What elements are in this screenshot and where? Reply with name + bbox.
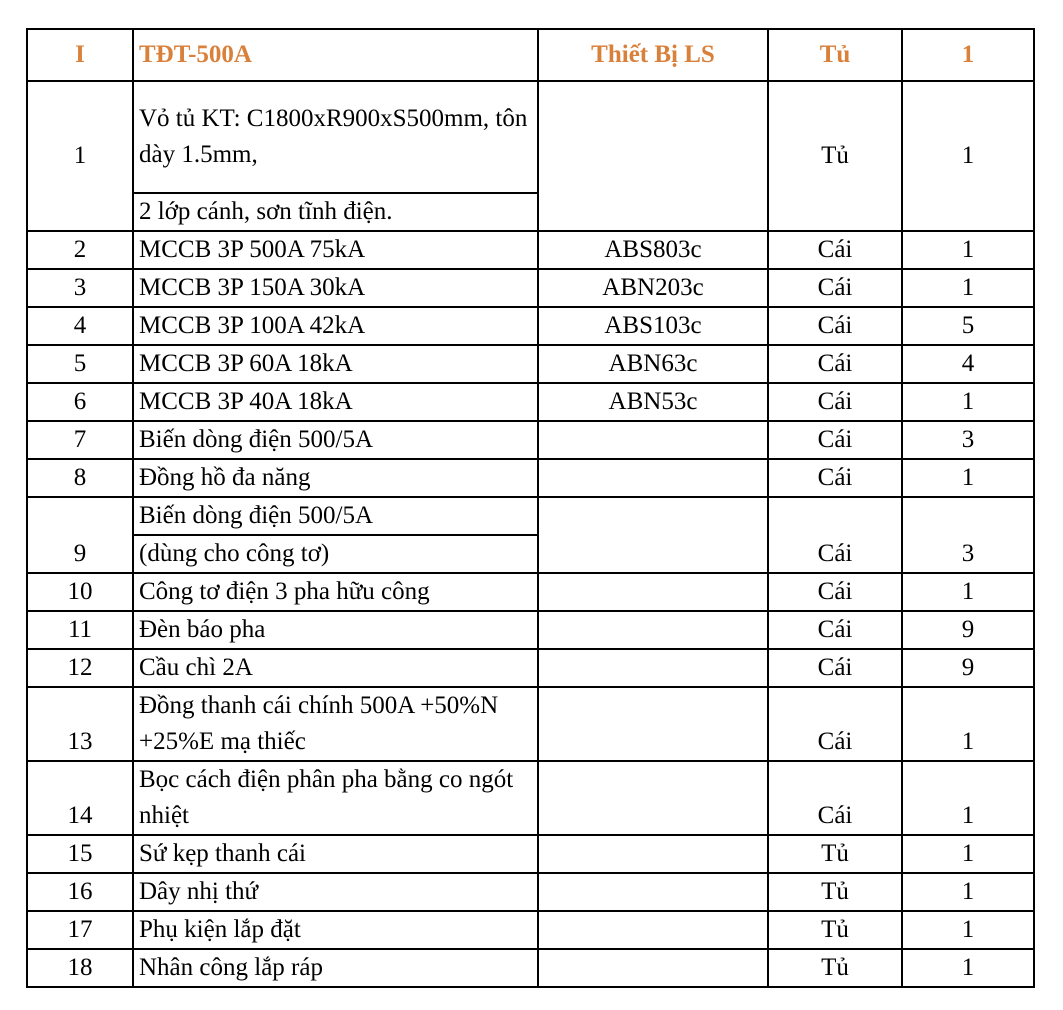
- row-unit: Cái: [768, 307, 902, 345]
- row-description: MCCB 3P 100A 42kA: [133, 307, 538, 345]
- row-model: [538, 687, 768, 761]
- row-number: 6: [27, 383, 133, 421]
- row-description: Công tơ điện 3 pha hữu công: [133, 573, 538, 611]
- table-row: [27, 649, 1034, 687]
- row-model: [538, 497, 768, 573]
- row-quantity: 1: [902, 383, 1034, 421]
- row-model: [538, 81, 768, 231]
- row-description: Đồng hồ đa năng: [133, 459, 538, 497]
- row-quantity: 1: [902, 911, 1034, 949]
- row-number: 17: [27, 911, 133, 949]
- row-number: 4: [27, 307, 133, 345]
- table-row: [27, 911, 1034, 949]
- table-row: [27, 573, 1034, 611]
- table-row: [27, 383, 1034, 421]
- table-row: [27, 949, 1034, 987]
- row-description: Biến dòng điện 500/5A: [133, 421, 538, 459]
- row-quantity: 1: [902, 573, 1034, 611]
- row-number: 16: [27, 873, 133, 911]
- row-quantity: 1: [902, 459, 1034, 497]
- row-model: ABN53c: [538, 383, 768, 421]
- table-row: [27, 611, 1034, 649]
- header-quantity: 1: [902, 29, 1034, 81]
- row-number: 8: [27, 459, 133, 497]
- row-unit: Cái: [768, 611, 902, 649]
- row-quantity: 1: [902, 231, 1034, 269]
- row-unit: Tủ: [768, 911, 902, 949]
- row-model: ABS803c: [538, 231, 768, 269]
- row-unit: Cái: [768, 231, 902, 269]
- row-unit: Tủ: [768, 81, 902, 231]
- table-row: [27, 835, 1034, 873]
- row-unit: Cái: [768, 345, 902, 383]
- row-quantity: 1: [902, 687, 1034, 761]
- row-description-continued: (dùng cho công tơ): [133, 535, 538, 573]
- row-number: 5: [27, 345, 133, 383]
- row-description: MCCB 3P 60A 18kA: [133, 345, 538, 383]
- row-unit: Tủ: [768, 949, 902, 987]
- row-quantity: 3: [902, 497, 1034, 573]
- header-index: I: [27, 29, 133, 81]
- table-row: [27, 421, 1034, 459]
- row-description: MCCB 3P 500A 75kA: [133, 231, 538, 269]
- row-unit: Cái: [768, 649, 902, 687]
- row-number: 9: [27, 497, 133, 573]
- row-model: ABN63c: [538, 345, 768, 383]
- row-unit: Cái: [768, 761, 902, 835]
- row-description: Đèn báo pha: [133, 611, 538, 649]
- row-model: ABS103c: [538, 307, 768, 345]
- row-model: [538, 761, 768, 835]
- row-quantity: 1: [902, 949, 1034, 987]
- row-quantity: 9: [902, 611, 1034, 649]
- row-unit: Cái: [768, 383, 902, 421]
- row-number: 11: [27, 611, 133, 649]
- row-number: 13: [27, 687, 133, 761]
- table-row: [27, 231, 1034, 269]
- table-row: [27, 459, 1034, 497]
- row-description: MCCB 3P 150A 30kA: [133, 269, 538, 307]
- table-row: [27, 269, 1034, 307]
- header-unit: Tủ: [768, 29, 902, 81]
- row-number: 7: [27, 421, 133, 459]
- row-description: Bọc cách điện phân pha bằng co ngót nhiệt: [133, 761, 538, 835]
- row-model: [538, 949, 768, 987]
- row-unit: Tủ: [768, 873, 902, 911]
- row-model: [538, 649, 768, 687]
- row-description: Nhân công lắp ráp: [133, 949, 538, 987]
- row-quantity: 1: [902, 835, 1034, 873]
- row-quantity: 1: [902, 81, 1034, 231]
- row-model: [538, 835, 768, 873]
- row-unit: Cái: [768, 421, 902, 459]
- row-number: 15: [27, 835, 133, 873]
- row-unit: Tủ: [768, 835, 902, 873]
- row-quantity: 9: [902, 649, 1034, 687]
- row-number: 10: [27, 573, 133, 611]
- table-row: [27, 761, 1034, 835]
- row-quantity: 1: [902, 269, 1034, 307]
- row-description: Phụ kiện lắp đặt: [133, 911, 538, 949]
- row-unit: Cái: [768, 497, 902, 573]
- row-model: [538, 911, 768, 949]
- row-model: ABN203c: [538, 269, 768, 307]
- row-quantity: 1: [902, 761, 1034, 835]
- row-unit: Cái: [768, 687, 902, 761]
- row-number: 1: [27, 81, 133, 231]
- row-number: 2: [27, 231, 133, 269]
- row-model: [538, 421, 768, 459]
- header-row: [27, 29, 1034, 81]
- table-row: [27, 345, 1034, 383]
- row-unit: Cái: [768, 573, 902, 611]
- row-model: [538, 611, 768, 649]
- table-row: [27, 497, 1034, 535]
- row-number: 14: [27, 761, 133, 835]
- equipment-table: [26, 28, 1035, 988]
- row-description: Đồng thanh cái chính 500A +50%N +25%E mạ thiếc: [133, 687, 538, 761]
- row-quantity: 1: [902, 873, 1034, 911]
- row-description: Cầu chì 2A: [133, 649, 538, 687]
- table-row: [27, 873, 1034, 911]
- row-model: [538, 459, 768, 497]
- row-number: 18: [27, 949, 133, 987]
- row-quantity: 5: [902, 307, 1034, 345]
- row-unit: Cái: [768, 459, 902, 497]
- row-quantity: 4: [902, 345, 1034, 383]
- header-panel-code: TĐT-500A: [133, 29, 538, 81]
- row-description: Sứ kẹp thanh cái: [133, 835, 538, 873]
- row-description: Biến dòng điện 500/5A: [133, 497, 538, 535]
- row-description: MCCB 3P 40A 18kA: [133, 383, 538, 421]
- table-row: [27, 307, 1034, 345]
- table-row: [27, 81, 1034, 193]
- row-number: 3: [27, 269, 133, 307]
- row-description-continued: 2 lớp cánh, sơn tĩnh điện.: [133, 193, 538, 231]
- row-model: [538, 573, 768, 611]
- row-number: 12: [27, 649, 133, 687]
- row-unit: Cái: [768, 269, 902, 307]
- row-quantity: 3: [902, 421, 1034, 459]
- header-equipment: Thiết Bị LS: [538, 29, 768, 81]
- row-description: Dây nhị thứ: [133, 873, 538, 911]
- row-model: [538, 873, 768, 911]
- table-row: [27, 687, 1034, 761]
- row-description: Vỏ tủ KT: C1800xR900xS500mm, tôn dày 1.5mm,: [133, 81, 538, 193]
